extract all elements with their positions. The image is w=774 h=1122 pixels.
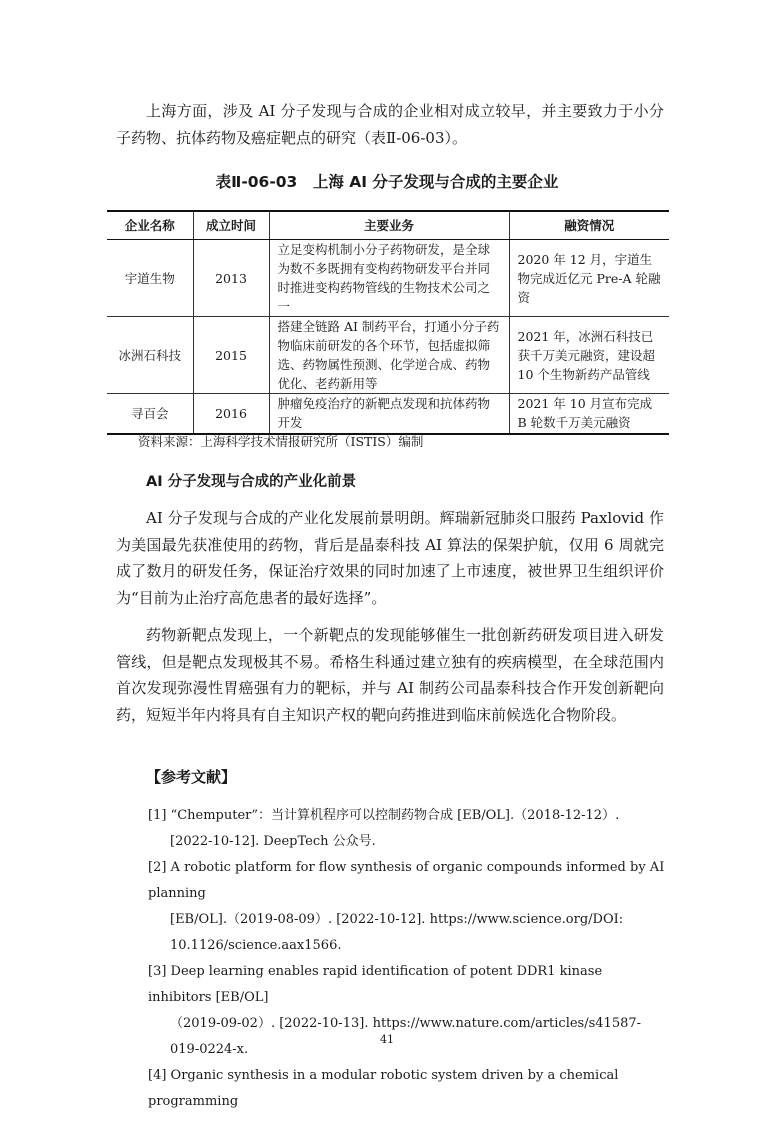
reference-item xyxy=(148,1063,668,1115)
funding-status: 2021 年 10 月宣布完成 B 轮数千万美元融资 xyxy=(509,394,669,434)
funding-status: 2020 年 12 月，宇道生物完成近亿元 Pre-A 轮融资 xyxy=(509,240,669,317)
table-title: 表Ⅱ-06-03 上海 AI 分子发现与合成的主要企业 xyxy=(215,173,559,191)
header-company: 企业名称 xyxy=(107,211,193,240)
reference-continuation: [EB/OL].（2019-08-09）. [2022-10-12]. https://www.science.org/DOI: 10.1126/science.aax1566. xyxy=(170,912,624,953)
header-year: 成立时间 xyxy=(193,211,269,240)
founding-year: 2015 xyxy=(193,317,269,394)
company-name: 宇道生物 xyxy=(107,240,193,317)
table-source: 资料来源：上海科学技术情报研究所（ISTIS）编制 xyxy=(138,434,424,449)
company-name: 冰洲石科技 xyxy=(107,317,193,394)
reference-line: [2] A robotic platform for flow synthesis of organic compounds informed by AI planning xyxy=(148,860,665,901)
founding-year: 2013 xyxy=(193,240,269,317)
reference-item xyxy=(148,855,668,959)
funding-status: 2021 年，冰洲石科技已获千万美元融资，建设超 10 个生物新药产品管线 xyxy=(509,317,669,394)
founding-year: 2016 xyxy=(193,394,269,434)
reference-line: [3] Deep learning enables rapid identification of potent DDR1 kinase inhibitors [EB/OL] xyxy=(148,964,603,1005)
header-business: 主要业务 xyxy=(269,211,509,240)
table-row xyxy=(107,317,669,394)
companies-table xyxy=(107,210,669,435)
prospect-paragraph-1: AI 分子发现与合成的产业化发展前景明朗。辉瑞新冠肺炎口服药 Paxlovid 作为美国最先获准使用的药物，背后是晶泰科技 AI 算法的保架护航，仅用 6 周就完成了数月的研发任务，保证治疗效果的同时加速了上市速度，被世界卫生组织评价为“目前为止治疗高危患者的最好选择”。 xyxy=(116,509,664,608)
intro-paragraph: 上海方面，涉及 AI 分子发现与合成的企业相对成立较早，并主要致力于小分子药物、抗体药物及癌症靶点的研究（表Ⅱ-06-03）。 xyxy=(116,102,664,147)
section-heading: AI 分子发现与合成的产业化前景 xyxy=(146,474,357,490)
table-row xyxy=(107,394,669,434)
main-business: 肿瘤免疫治疗的新靶点发现和抗体药物开发 xyxy=(269,394,509,434)
page-number: 41 xyxy=(380,1033,394,1046)
table-header-row xyxy=(107,211,669,240)
table-row xyxy=(107,240,669,317)
reference-item xyxy=(148,959,668,1063)
header-funding: 融资情况 xyxy=(509,211,669,240)
main-business: 搭建全链路 AI 制药平台，打通小分子药物临床前研发的各个环节，包括虚拟筛选、药物属性预测、化学逆合成、药物优化、老药新用等 xyxy=(269,317,509,394)
references-list xyxy=(148,803,668,1115)
reference-line: [4] Organic synthesis in a modular robotic system driven by a chemical programming xyxy=(148,1068,619,1109)
reference-continuation: [2022-10-12]. DeepTech 公众号. xyxy=(170,834,376,849)
reference-continuation: （2019-09-02）. [2022-10-13]. https://www.nature.com/articles/s41587-019-0224-x. xyxy=(170,1016,642,1057)
references-heading: 【参考文献】 xyxy=(146,768,237,786)
prospect-paragraph-2: 药物新靶点发现上，一个新靶点的发现能够催生一批创新药研发项目进入研发管线，但是靶点发现极其不易。希格生科通过建立独有的疾病模型，在全球范围内首次发现弥漫性胃癌强有力的靶标，并与 AI 制药公司晶泰科技合作开发创新靶向药，短短半年内将具有自主知识产权的靶向药推进到临床前候选化合物阶段。 xyxy=(116,626,664,725)
main-business: 立足变构机制小分子药物研发，是全球为数不多既拥有变构药物研发平台并同时推进变构药物管线的生物技术公司之一 xyxy=(269,240,509,317)
reference-item xyxy=(148,803,668,855)
reference-line: [1] “Chemputer”：当计算机程序可以控制药物合成 [EB/OL].（2018-12-12）. xyxy=(148,808,620,823)
company-name: 寻百会 xyxy=(107,394,193,434)
